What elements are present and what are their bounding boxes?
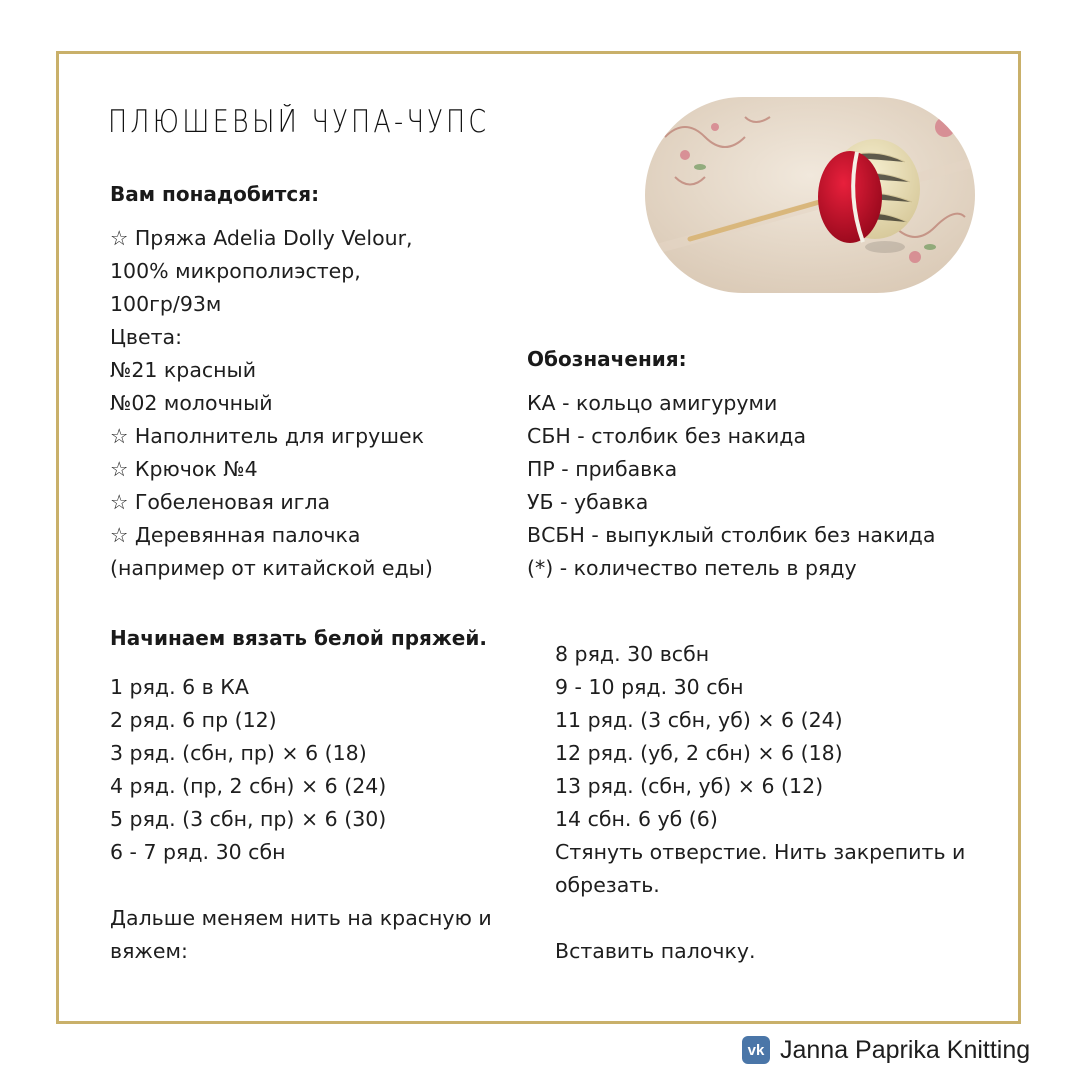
text-line: обрезать. bbox=[555, 873, 660, 897]
text-line: УБ - убавка bbox=[527, 490, 649, 514]
text-line: (*) - количество петель в ряду bbox=[527, 556, 857, 580]
text-line: 14 сбн. 6 уб (6) bbox=[555, 807, 718, 831]
text-line: 6 - 7 ряд. 30 сбн bbox=[110, 840, 286, 864]
text-line bbox=[555, 902, 965, 935]
text-line: ☆ Гобеленовая игла bbox=[110, 490, 331, 514]
text-line: 100гр/93м bbox=[110, 292, 222, 316]
text-line: ☆ Наполнитель для игрушек bbox=[110, 424, 425, 448]
materials-heading: Вам понадобится: bbox=[110, 182, 320, 206]
text-line: ☆ Деревянная палочка bbox=[110, 523, 361, 547]
text-line: 9 - 10 ряд. 30 сбн bbox=[555, 675, 744, 699]
text-line: 12 ряд. (уб, 2 сбн) × 6 (18) bbox=[555, 741, 843, 765]
text-line: 100% микрополиэстер, bbox=[110, 259, 361, 283]
lollipop-photo bbox=[645, 97, 975, 293]
text-line: ☆ Пряжа Adelia Dolly Velour, bbox=[110, 226, 413, 250]
text-line: (например от китайской еды) bbox=[110, 556, 433, 580]
text-line: 8 ряд. 30 всбн bbox=[555, 642, 710, 666]
brand-signature bbox=[742, 1030, 1030, 1070]
legend-heading: Обозначения: bbox=[527, 347, 687, 371]
text-line: 2 ряд. 6 пр (12) bbox=[110, 708, 277, 732]
text-line: 5 ряд. (3 сбн, пр) × 6 (30) bbox=[110, 807, 387, 831]
instructions-heading: Начинаем вязать белой пряжей. bbox=[110, 626, 487, 650]
text-line: 3 ряд. (сбн, пр) × 6 (18) bbox=[110, 741, 367, 765]
text-line: 4 ряд. (пр, 2 сбн) × 6 (24) bbox=[110, 774, 387, 798]
vk-icon: vk bbox=[742, 1036, 770, 1064]
text-line: СБН - столбик без накида bbox=[527, 424, 807, 448]
instructions-left-list bbox=[110, 671, 492, 968]
text-line: 1 ряд. 6 в КА bbox=[110, 675, 249, 699]
text-line: Цвета: bbox=[110, 325, 183, 349]
text-line: Вставить палочку. bbox=[555, 939, 756, 963]
page-title: ПЛЮШЕВЫЙ ЧУПА-ЧУПС bbox=[108, 104, 490, 140]
text-line bbox=[110, 869, 492, 902]
text-line: Стянуть отверстие. Нить закрепить и bbox=[555, 840, 966, 864]
text-line: 13 ряд. (сбн, уб) × 6 (12) bbox=[555, 774, 824, 798]
materials-list bbox=[110, 222, 433, 585]
text-line: Дальше меняем нить на красную и bbox=[110, 906, 492, 930]
text-line: №21 красный bbox=[110, 358, 257, 382]
text-line: №02 молочный bbox=[110, 391, 273, 415]
brand-name: Janna Paprika Knitting bbox=[780, 1035, 1031, 1064]
legend-list bbox=[527, 387, 935, 585]
text-line: КА - кольцо амигуруми bbox=[527, 391, 778, 415]
text-line: 11 ряд. (3 сбн, уб) × 6 (24) bbox=[555, 708, 843, 732]
text-line: ☆ Крючок №4 bbox=[110, 457, 258, 481]
text-line: ПР - прибавка bbox=[527, 457, 678, 481]
text-line: вяжем: bbox=[110, 939, 188, 963]
instructions-right-list bbox=[555, 638, 965, 968]
text-line: ВСБН - выпуклый столбик без накида bbox=[527, 523, 936, 547]
